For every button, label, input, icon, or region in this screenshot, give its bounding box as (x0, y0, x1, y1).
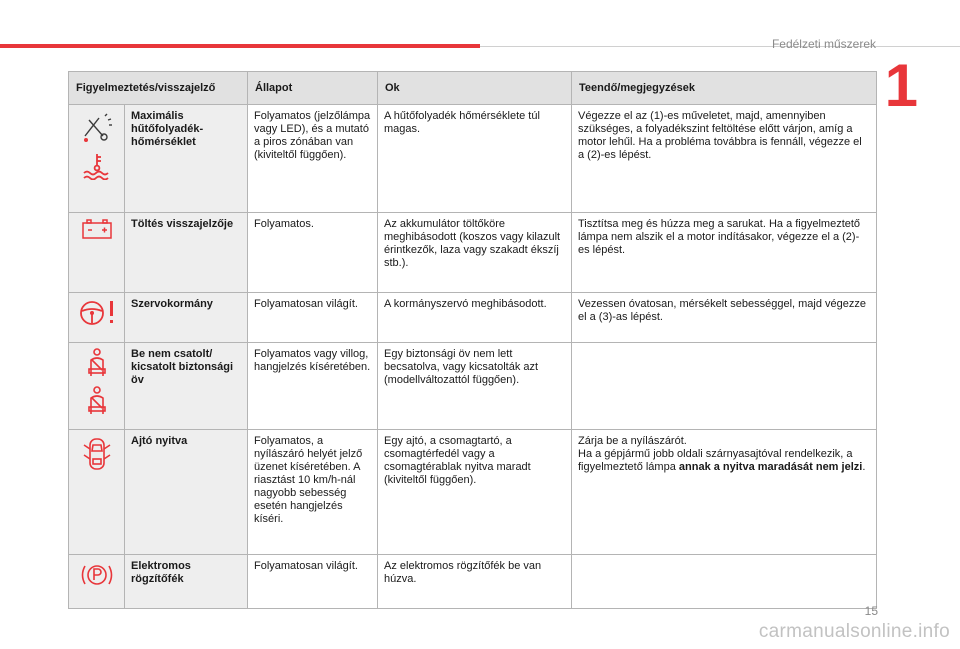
section-title: Fedélzeti műszerek (771, 37, 876, 51)
seatbelt-front-icon (84, 348, 110, 378)
table-row (69, 293, 877, 343)
table-row (69, 105, 877, 213)
state-cell: Folyamatos, a nyílászáró helyét jelző üzenet kíséretében. A riasztást 10 km/h-nál nagyobb sebesség esetén hangjelzés kíséri. (248, 430, 378, 555)
page-number: 15 (864, 604, 878, 618)
state-cell: Folyamatosan világít. (248, 293, 378, 343)
icon-cell (69, 343, 125, 430)
action-line-1: Zárja be a nyílászárót. (578, 435, 687, 447)
warning-name: Elektromos rögzítőfék (125, 555, 248, 609)
action-cell: Tisztítsa meg és húzza meg a sarukat. Ha a figyelmeztető lámpa nem alszik el a motor indításakor, végezze el a (2)-es lépést. (572, 213, 877, 293)
icon-cell (69, 555, 125, 609)
action-emphasis: annak a nyitva maradását nem jelzi (678, 461, 863, 473)
thermometer-crossed-icon (77, 110, 117, 144)
battery-icon (80, 218, 114, 240)
icon-cell (69, 213, 125, 293)
cause-cell: Az elektromos rögzítőfék be van húzva. (378, 555, 572, 609)
icon-cell (69, 293, 125, 343)
warning-name: Ajtó nyitva (125, 430, 248, 555)
action-cell: Végezze el az (1)-es műveletet, majd, amennyiben szükséges, a folyadékszint feltöltése előtt várjon, amíg a motor lehűl. Ha a probléma továbbra is fennáll, végezze el a (2)-es lépést. (572, 105, 877, 213)
header-accent-bar (0, 44, 480, 48)
warning-name: Be nem csatolt/ kicsatolt biztonsági öv (125, 343, 248, 430)
column-header-warning: Figyelmeztetés/visszajelző (69, 72, 248, 105)
seatbelt-rear-icon (84, 386, 110, 416)
chapter-number: 1 (884, 52, 918, 119)
coolant-temperature-icon (81, 152, 113, 180)
cause-cell: Egy biztonsági öv nem lett becsatolva, vagy kicsatolták azt (modellváltozattól függően). (378, 343, 572, 430)
action-cell (572, 555, 877, 609)
state-cell: Folyamatos. (248, 213, 378, 293)
column-header-action: Teendő/megjegyzések (572, 72, 877, 105)
icon-cell (69, 105, 125, 213)
cause-cell: A hűtőfolyadék hőmérséklete túl magas. (378, 105, 572, 213)
table-header-row (69, 72, 877, 105)
door-open-icon (82, 435, 112, 473)
table-row (69, 343, 877, 430)
action-cell (572, 343, 877, 430)
table-row (69, 213, 877, 293)
header-divider (480, 46, 960, 47)
state-cell: Folyamatosan világít. (248, 555, 378, 609)
cause-cell: Egy ajtó, a csomagtartó, a csomagtérfedél vagy a csomagtérablak nyitva maradt (kiviteltől függően). (378, 430, 572, 555)
state-cell: Folyamatos vagy villog, hangjelzés kíséretében. (248, 343, 378, 430)
icon-cell (69, 430, 125, 555)
warning-name: Szervokormány (125, 293, 248, 343)
table-row (69, 555, 877, 609)
action-end: . (862, 461, 866, 473)
column-header-cause: Ok (378, 72, 572, 105)
action-cell: Vezessen óvatosan, mérsékelt sebességgel, majd végezze el a (3)-as lépést. (572, 293, 877, 343)
cause-cell: A kormányszervó meghibásodott. (378, 293, 572, 343)
state-cell: Folyamatos (jelzőlámpa vagy LED), és a mutató a piros zónában van (kiviteltől függően). (248, 105, 378, 213)
table-row (69, 430, 877, 555)
steering-wheel-warning-icon (75, 298, 119, 328)
action-cell (572, 430, 877, 555)
action-line-2: Ha a gépjármű jobb oldali szárnyasajtóval rendelkezik, a figyelmeztető lámpa (578, 448, 853, 473)
parking-brake-icon (79, 560, 115, 590)
cause-cell: Az akkumulátor töltőköre meghibásodott (koszos vagy kilazult érintkezők, laza vagy szakadt ékszíj stb.). (378, 213, 572, 293)
warning-name: Maximális hűtőfolyadék-hőmérséklet (125, 105, 248, 213)
warning-name: Töltés visszajelzője (125, 213, 248, 293)
warning-lamps-table (68, 71, 877, 609)
watermark: carmanualsonline.info (758, 621, 950, 642)
column-header-state: Állapot (248, 72, 378, 105)
